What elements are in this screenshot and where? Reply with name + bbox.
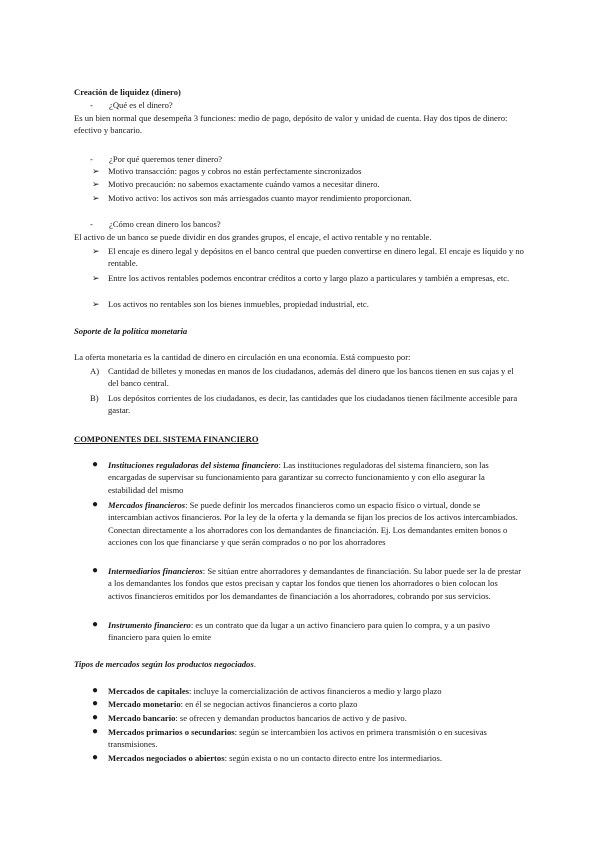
- term: Mercados de capitales: [108, 686, 189, 696]
- arrow-bullet-icon: ➢: [92, 299, 100, 309]
- definition: : según se intercambien los activos en primera transmisión o en sucesivas transmisiones.: [108, 727, 487, 750]
- term: Mercados financieros: [108, 500, 186, 510]
- list-item: [108, 698, 524, 710]
- question-por-que-dinero: ¿Por qué queremos tener dinero?: [109, 154, 223, 164]
- definition: : incluye la comercialización de activos financieros a medio y largo plazo: [189, 686, 442, 696]
- term: Mercado monetario: [108, 699, 181, 709]
- title-end: .: [253, 659, 256, 669]
- bullet-icon: ●: [92, 726, 99, 737]
- definition: : Se sitúan entre ahorradores y demandantes de financiación. Su labor puede ser la de prestar a los demandantes los fondos que estos precisan y captar los fondos que tienen los ahorradores o bien colocan los activos financieros emitidos por los demandantes de financiación a los ahorradores, cobrando por sus servicios.: [108, 566, 522, 601]
- motive-item: Motivo transacción: pagos y cobros no están perfectamente sincronizados: [108, 166, 362, 176]
- term: Instituciones reguladoras del sistema financiero: [108, 460, 279, 470]
- list-item: Cantidad de billetes y monedas en manos de los ciudadanos, además del dinero que los bancos tienen en sus cajas y el del banco central.: [108, 366, 514, 389]
- bullet-icon: ●: [92, 459, 99, 470]
- arrow-bullet-icon: ➢: [92, 179, 100, 189]
- title-text: Tipos de mercados según los productos negociados: [74, 659, 254, 669]
- term: Instrumento financiero: [108, 620, 191, 630]
- list-item: [108, 499, 524, 549]
- bullet-icon: ●: [92, 499, 99, 510]
- list-letter: B): [90, 393, 99, 403]
- bullet-icon: ●: [92, 619, 99, 630]
- dash-marker: -: [90, 154, 93, 164]
- motive-item: Motivo precaución: no sabemos exactamente cuándo vamos a necesitar dinero.: [108, 179, 380, 189]
- section-title-politica-monetaria: Soporte de la política monetaria: [74, 326, 188, 336]
- list-item: Los depósitos corrientes de los ciudadanos, es decir, las cantidades que los ciudadanos tienen fácilmente accesible para gastar.: [108, 393, 518, 416]
- definition: : en él se negocian activos financieros a corto plazo: [180, 699, 358, 709]
- list-item: [108, 619, 524, 644]
- bullet-icon: ●: [92, 565, 99, 576]
- definition: : Las instituciones reguladoras del sistema financiero, son las encargadas de supervisar su funcionamiento para garantizar su correcto funcionamiento y con ello asegurar la estabilidad del mismo: [108, 460, 489, 495]
- paragraph-oferta-monetaria: La oferta monetaria es la cantidad de dinero en circulación en una economía. Está compuesto por:: [74, 352, 411, 362]
- paragraph-activo-banco: El activo de un banco se puede dividir en dos grandes grupos, el encaje, el activo rentable y no rentable.: [74, 232, 432, 242]
- list-item: [108, 712, 524, 724]
- bank-asset-item: Entre los activos rentables podemos encontrar créditos a corto y largo plazo a particulares y también a empresas, etc.: [108, 273, 510, 283]
- list-letter: A): [90, 366, 100, 376]
- term: Intermediarios financieros: [108, 566, 203, 576]
- dash-marker: -: [90, 219, 93, 229]
- definition: : es un contrato que da lugar a un activo financiero para quien lo compra, y a un pasivo financiero para quien lo emite: [108, 620, 490, 643]
- list-item: [108, 752, 524, 764]
- list-item: [108, 726, 524, 751]
- arrow-bullet-icon: ➢: [92, 246, 100, 256]
- motive-item: Motivo activo: los activos son más arriesgados cuanto mayor rendimiento proporcionan.: [108, 193, 412, 203]
- list-item: [108, 459, 524, 496]
- bank-asset-item: Los activos no rentables son los bienes inmuebles, propiedad industrial, etc.: [108, 299, 369, 309]
- dash-marker: -: [90, 100, 93, 110]
- bullet-icon: ●: [92, 752, 99, 763]
- bullet-icon: ●: [92, 698, 99, 709]
- bullet-icon: ●: [92, 685, 99, 696]
- section-title-liquidez: Creación de liquidez (dinero): [74, 87, 181, 97]
- term: Mercado bancario: [108, 713, 176, 723]
- term: Mercados primarios o secundarios: [108, 727, 235, 737]
- arrow-bullet-icon: ➢: [92, 166, 100, 176]
- question-como-crean-dinero: ¿Cómo crean dinero los bancos?: [109, 219, 221, 229]
- section-title-tipos-mercados: [74, 658, 256, 670]
- arrow-bullet-icon: ➢: [92, 193, 100, 203]
- bank-asset-item: El encaje es dinero legal y depósitos en el banco central que pueden convertirse en dinero legal. El encaje es líquido y no rentable.: [108, 246, 524, 269]
- definition: : se ofrecen y demandan productos bancarios de activo y de pasivo.: [175, 713, 407, 723]
- section-title-componentes: COMPONENTES DEL SISTEMA FINANCIERO: [74, 434, 259, 444]
- list-item: [108, 685, 524, 697]
- question-que-es-dinero: ¿Qué es el dinero?: [109, 100, 173, 110]
- definition: : según exista o no un contacto directo entre los intermediarios.: [224, 753, 442, 763]
- paragraph-dinero: Es un bien normal que desempeña 3 funciones: medio de pago, depósito de valor y unidad de cuenta. Hay dos tipos de dinero: efectivo y bancario.: [74, 113, 508, 136]
- bullet-icon: ●: [92, 712, 99, 723]
- definition: : Se puede definir los mercados financieros como un espacio físico o virtual, donde se intercambian activos financieros. Por la ley de la oferta y la demanda se fijan los precios de los activos intercambiados. Conectan directamente a los ahorradores con los demandantes de financiación. Ej. Los demandantes emiten bonos o acciones con los que financiarse y que serán comprados o no por los ahorradores: [108, 500, 518, 548]
- term: Mercados negociados o abiertos: [108, 753, 225, 763]
- list-item: [108, 565, 524, 602]
- arrow-bullet-icon: ➢: [92, 273, 100, 283]
